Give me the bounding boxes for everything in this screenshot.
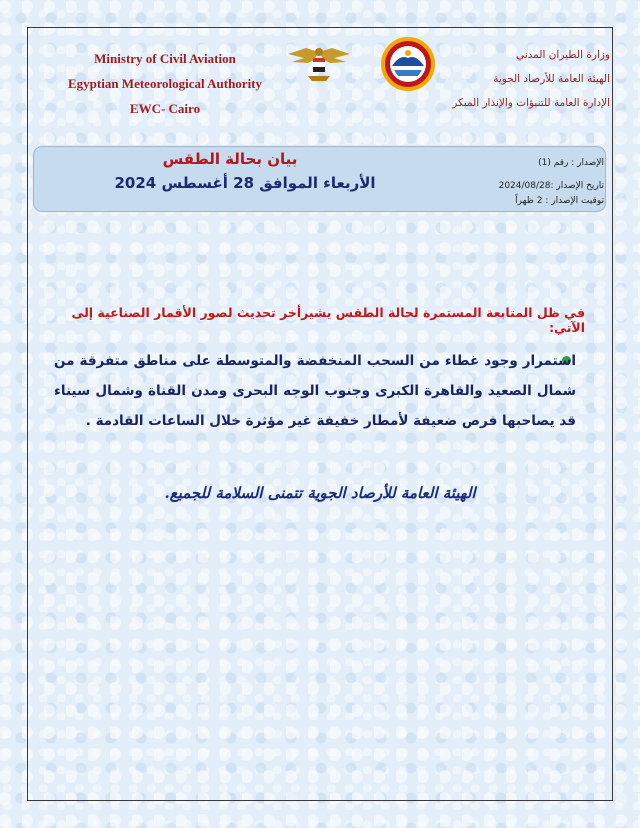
- closing-message: الهيئة العامة للأرصاد الجوية تتمنى السلامة للجميع.: [164, 484, 476, 502]
- egypt-eagle-emblem-icon: [286, 44, 352, 84]
- issue-number: الإصدار : رقم (1): [538, 158, 604, 168]
- ministry-name-ar: وزارة الطيران المدني: [516, 49, 610, 61]
- department-name-ar: الإدارة العامة للتنبؤات والإنذار المبكر: [452, 97, 610, 109]
- forecast-paragraph: استمرار وجود غطاء من السحب المنخفضة والمتوسطة على مناطق متفرقة من شمال الصعيد والقاهرة الكبرى وجنوب الوجه البحرى ومدن القناة وشمال سيناء قد يصاحبها فرص ضعيفة لأمطار خفيفة غير مؤثرة خلال الساعات القادمة .: [54, 353, 576, 429]
- bulletin-title: بيان بحالة الطقس: [162, 150, 298, 168]
- issue-time: توقيت الإصدار : 2 ظهراً: [515, 196, 604, 206]
- intro-text: في ظل المتابعة المستمرة لحالة الطقس يشيرأخر تحديث لصور الأقمار الصناعية إلى الآتي:: [71, 305, 585, 335]
- center-name-en: EWC- Cairo: [129, 101, 201, 116]
- authority-name-ar: الهيئة العامة للأرصاد الجوية: [493, 73, 610, 85]
- issue-date: تاريخ الإصدار :2024/08/28: [498, 181, 604, 191]
- bulletin-date: الأربعاء الموافق 28 أغسطس 2024: [114, 174, 376, 192]
- authority-name-en: Egyptian Meteorological Authority: [67, 76, 263, 91]
- header-arabic: [410, 43, 610, 115]
- header-english: [40, 46, 290, 121]
- ministry-name-en: Ministry of Civil Aviation: [94, 51, 236, 66]
